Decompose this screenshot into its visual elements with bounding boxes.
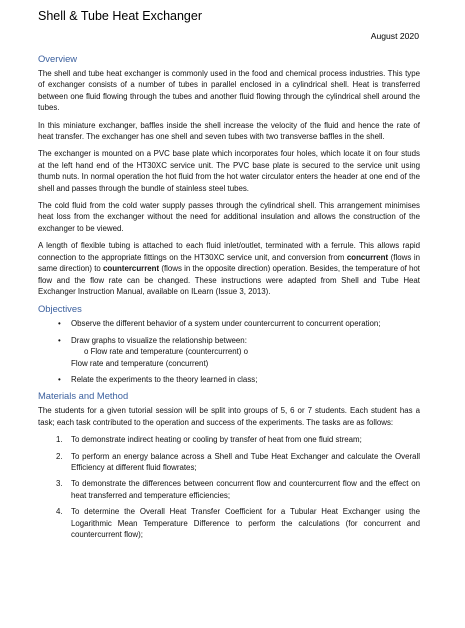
task-text: To perform an energy balance across a Shell and Tube Heat Exchanger and calculate the Overall Efficiency at different fluid flowrates; — [71, 451, 420, 472]
document-body — [38, 53, 420, 545]
bullet-icon: • — [58, 374, 61, 384]
objectives-list — [38, 318, 420, 385]
task-item — [38, 451, 420, 474]
overview-heading: Overview — [38, 53, 78, 64]
overview-section — [38, 53, 420, 297]
overview-paragraph-2: In this miniature exchanger, baffles inside the shell increase the velocity of the fluid and hence the rate of heat transfer. The exchanger has one shell and seven tubes with two transverse baffles in the shell. — [38, 120, 420, 142]
objective-sublist-line-1: o Flow rate and temperature (countercurrent) o — [84, 347, 249, 357]
p5-text-a: A length of flexible tubing is attached to each fluid inlet/outlet, terminated with a ferrule. This allows rapid connection to the appropriate fittings on the HT30XC service unit, and conversion from — [38, 241, 420, 262]
countercurrent-term: countercurrent — [103, 264, 160, 274]
task-text: To demonstrate indirect heating or cooling by transfer of heat from one fluid stream; — [71, 435, 362, 445]
task-text: To determine the Overall Heat Transfer Coefficient for a Tubular Heat Exchanger using the Logarithmic Mean Temperature Difference to perform the calculations (for concurrent and countercurrent flow); — [71, 507, 420, 539]
objective-item — [38, 335, 420, 369]
materials-section — [38, 390, 420, 540]
objective-text: Relate the experiments to the theory learned in class; — [71, 374, 258, 384]
task-number: 1. — [56, 435, 63, 445]
objective-sublist-line-2: Flow rate and temperature (concurrent) — [71, 358, 209, 368]
bullet-icon: • — [58, 319, 61, 329]
concurrent-term: concurrent — [346, 252, 389, 262]
objective-text: Draw graphs to visualize the relationship between: — [71, 335, 247, 345]
overview-paragraph-1: The shell and tube heat exchanger is commonly used in the food and chemical process industries. This type of exchanger consists of a number of tubes in parallel enclosed in a cylindrical shell. Heat is transferred between one fluid flowing through the tubes and another fluid flowing through the cylindrical shell around the tubes. — [38, 69, 420, 113]
objectives-heading: Objectives — [38, 303, 82, 315]
task-item — [38, 434, 420, 445]
document-title: Shell & Tube Heat Exchanger — [38, 9, 202, 23]
objective-item — [38, 374, 420, 385]
task-list — [38, 434, 420, 540]
overview-paragraph-4: The cold fluid from the cold water supply passes through the cylindrical shell. This arrangement minimises heat loss from the exchanger without the need for additional insulation and allows the construction of the exchanger to be viewed. — [38, 201, 420, 233]
objective-item — [38, 318, 420, 329]
task-item — [38, 478, 420, 501]
p5-text-c: (flows in same direction) to — [38, 252, 420, 274]
document-date: August 2020 — [370, 31, 419, 41]
overview-paragraph-5 — [38, 240, 420, 297]
task-number: 4. — [56, 507, 63, 517]
task-text: To demonstrate the differences between concurrent flow and countercurrent flow and the effect on heat transferred and temperature efficiencies; — [71, 479, 420, 500]
materials-heading: Materials and Method — [38, 390, 129, 402]
task-number: 3. — [56, 479, 63, 489]
p5-text-d: (flows in the opposite direction) operation. Besides, the temperature of hot flow and the flow rate can be changed. These instructions were adapted from Shell and Tube Heat Exchanger Instruction Manual, available on ILearn (Issue 3, 2013). — [38, 264, 420, 296]
materials-intro: The students for a given tutorial session will be split into groups of 5, 6 or 7 students. Each student has a task; each task contributed to the operation and success of the experiments. The tasks are as follows: — [38, 406, 420, 427]
objectives-section — [38, 303, 420, 385]
task-item — [38, 506, 420, 540]
bullet-icon: • — [58, 335, 61, 345]
overview-paragraph-3: The exchanger is mounted on a PVC base plate which incorporates four holes, which locate it on four studs at the left hand end of the HT30XC service unit. The PVC base plate is secured to the service unit using thumb nuts. In normal operation the hot fluid from the hot water circulator enters the header at one end of the shell and passes through the bundle of stainless steel tubes. — [38, 149, 420, 193]
objective-text: Observe the different behavior of a system under countercurrent to concurrent operation; — [71, 319, 381, 329]
task-number: 2. — [56, 451, 63, 461]
